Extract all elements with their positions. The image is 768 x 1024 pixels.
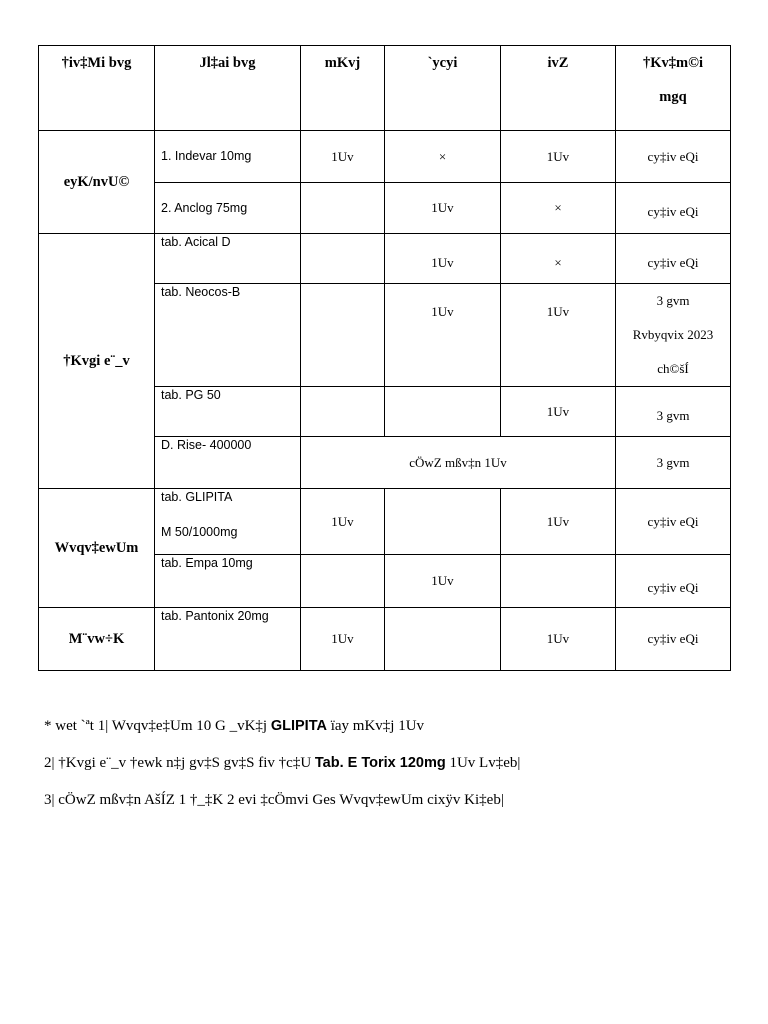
noon-dose: × — [385, 131, 501, 183]
night-dose: 1Uv — [501, 284, 616, 387]
note-2 — [44, 745, 734, 782]
medicine-cell: 1. Indevar 10mg — [155, 131, 301, 183]
note-1 — [44, 708, 734, 745]
header-duration-line2: mgq — [659, 89, 687, 105]
header-noon: `ycyi — [385, 46, 501, 131]
medicine-cell: tab. PG 50 — [155, 387, 301, 437]
note-2-drug: Tab. E Torix 120mg — [314, 755, 446, 771]
morning-dose: 1Uv — [301, 131, 385, 183]
duration-cell: cy‡iv eQi — [616, 183, 731, 234]
header-duration-line1: †Kv‡m©i — [643, 55, 703, 71]
duration-line: ch©šÍ — [657, 361, 689, 376]
noon-dose: 1Uv — [385, 555, 501, 608]
morning-dose — [301, 555, 385, 608]
medicine-cell — [155, 489, 301, 555]
duration-line: Rvbyqvix 2023 — [632, 327, 714, 342]
note-1-text: * wet `ªt 1| Wvqv‡e‡Um 10 G _vK‡j — [44, 718, 271, 734]
header-row — [39, 46, 731, 131]
duration-cell: 3 gvm — [616, 387, 731, 437]
note-1-tail: ïay mKv‡j 1Uv — [326, 718, 425, 734]
medicine-line: M 50/1000mg — [161, 525, 238, 539]
prescription-table — [38, 45, 731, 671]
medicine-cell: tab. Pantonix 20mg — [155, 608, 301, 671]
morning-dose — [301, 183, 385, 234]
table-row — [39, 489, 731, 555]
noon-dose — [385, 608, 501, 671]
disease-cell: eyK/nvU© — [39, 131, 155, 234]
night-dose: × — [501, 183, 616, 234]
header-medicine: Jl‡ai bvg — [155, 46, 301, 131]
morning-dose: 1Uv — [301, 608, 385, 671]
morning-dose — [301, 234, 385, 284]
duration-line: 3 gvm — [656, 293, 690, 308]
night-dose — [501, 555, 616, 608]
noon-dose — [385, 489, 501, 555]
night-dose: 1Uv — [501, 131, 616, 183]
night-dose: × — [501, 234, 616, 284]
noon-dose — [385, 387, 501, 437]
morning-dose — [301, 284, 385, 387]
morning-dose: 1Uv — [301, 489, 385, 555]
medicine-cell: 2. Anclog 75mg — [155, 183, 301, 234]
medicine-cell: tab. Acical D — [155, 234, 301, 284]
night-dose: 1Uv — [501, 387, 616, 437]
notes-section — [44, 708, 734, 819]
duration-cell: cy‡iv eQi — [616, 131, 731, 183]
noon-dose: 1Uv — [385, 284, 501, 387]
medicine-cell: tab. Empa 10mg — [155, 555, 301, 608]
note-2-tail: 1Uv Lv‡eb| — [445, 755, 521, 771]
table-row — [39, 234, 731, 284]
duration-cell: cy‡iv eQi — [616, 555, 731, 608]
duration-cell: 3 gvm — [616, 437, 731, 489]
medicine-cell: tab. Neocos-B — [155, 284, 301, 387]
noon-dose: 1Uv — [385, 183, 501, 234]
disease-cell: M¨vw÷K — [39, 608, 155, 671]
table-row — [39, 131, 731, 183]
header-morning: mKvj — [301, 46, 385, 131]
morning-dose — [301, 387, 385, 437]
night-dose: 1Uv — [501, 489, 616, 555]
duration-cell — [616, 284, 731, 387]
note-2-text: 2| †Kvgi e¨_v †ewk n‡j gv‡S gv‡S fiv †c‡U — [44, 755, 315, 771]
duration-cell: cy‡iv eQi — [616, 489, 731, 555]
disease-cell: Wvqv‡ewUm — [39, 489, 155, 608]
duration-cell: cy‡iv eQi — [616, 608, 731, 671]
night-dose: 1Uv — [501, 608, 616, 671]
medicine-cell: D. Rise- 400000 — [155, 437, 301, 489]
noon-dose: 1Uv — [385, 234, 501, 284]
merged-dose-cell: cÖwZ mßv‡n 1Uv — [301, 437, 616, 489]
note-3: 3| cÖwZ mßv‡n AšÍZ 1 †_‡K 2 evi ‡cÖmvi Ges Wvqv‡ewUm cixÿv Ki‡eb| — [44, 792, 504, 808]
disease-cell: †Kvgi e¨_v — [39, 234, 155, 489]
header-duration — [616, 46, 731, 131]
header-disease: †iv‡Mi bvg — [39, 46, 155, 131]
medicine-line: tab. GLIPITA — [161, 490, 233, 504]
note-1-drug: GLIPITA — [270, 718, 327, 734]
duration-cell: cy‡iv eQi — [616, 234, 731, 284]
table-row — [39, 608, 731, 671]
header-night: ivZ — [501, 46, 616, 131]
